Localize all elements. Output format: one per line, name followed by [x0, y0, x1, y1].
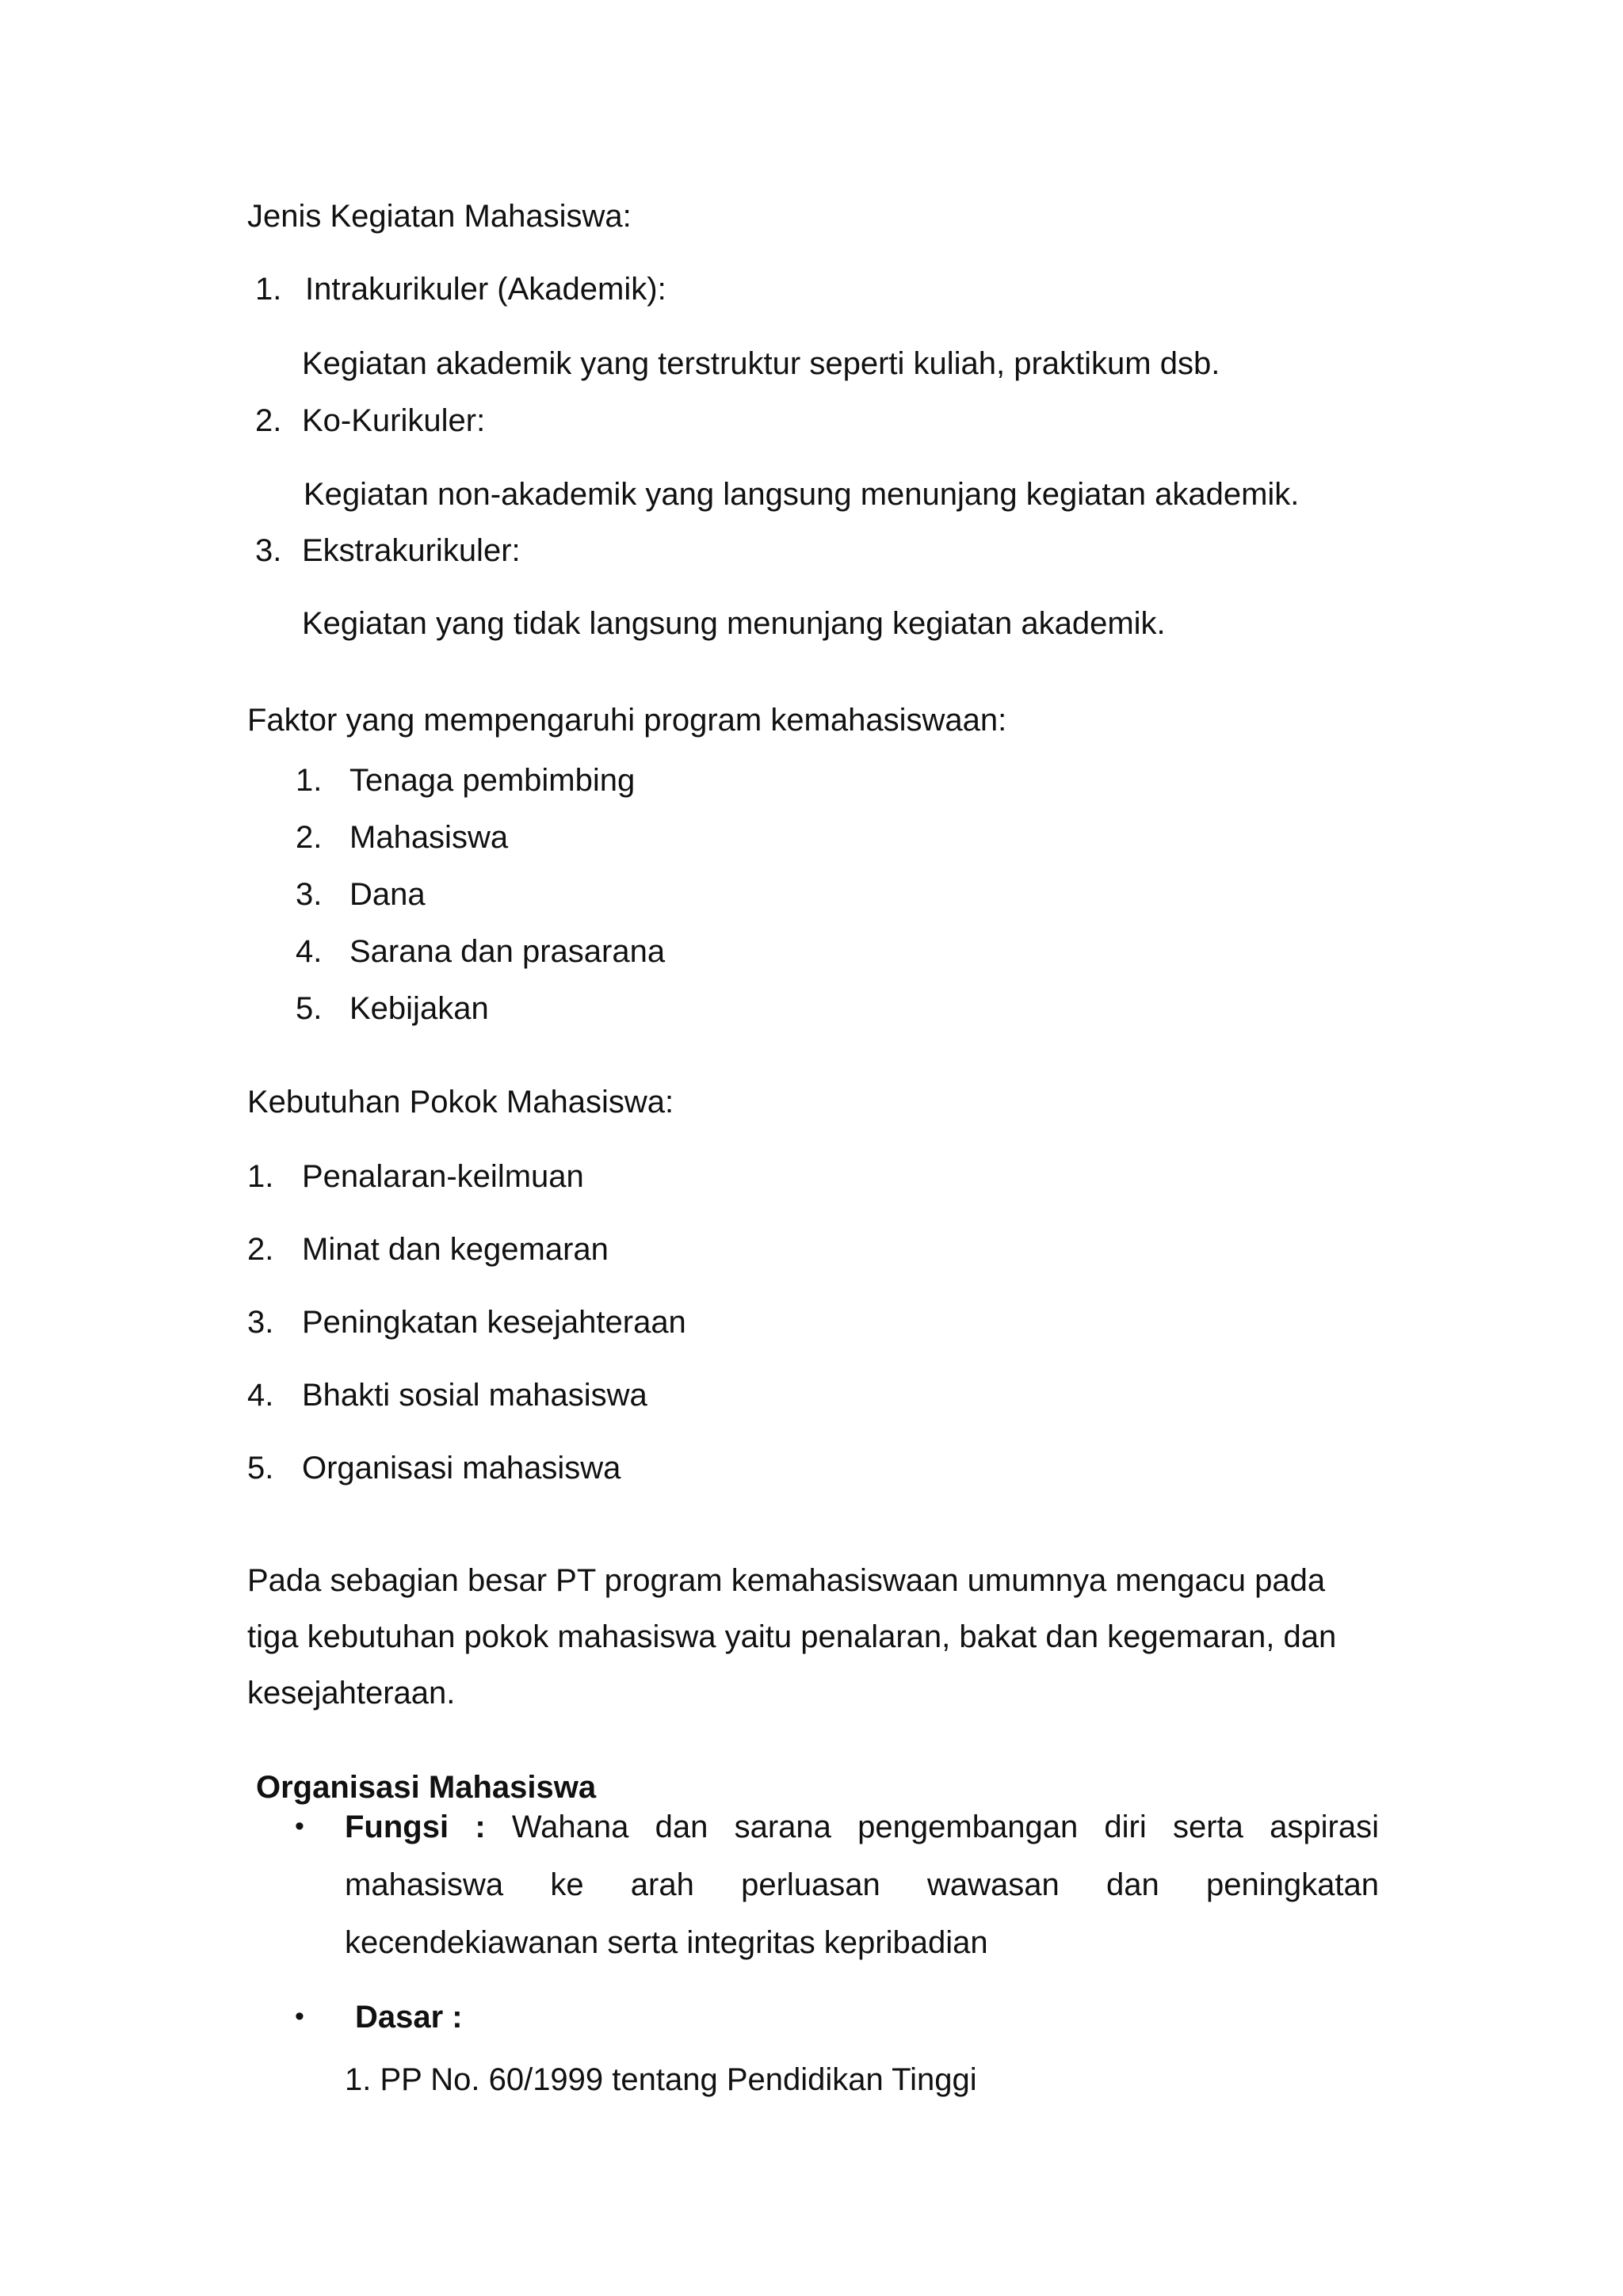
fungsi-line-2: mahasiswa ke arah perluasan wawasan dan peningkatan: [345, 1867, 1379, 1902]
list-item-label: Dana: [349, 877, 426, 912]
list-number: 4.: [247, 1378, 274, 1413]
list-number: 4.: [296, 934, 323, 969]
paragraph-line: tiga kebutuhan pokok mahasiswa yaitu penalaran, bakat dan kegemaran, dan: [247, 1619, 1337, 1654]
section-title-faktor: Faktor yang mempengaruhi program kemahasiswaan:: [247, 703, 1007, 738]
list-number: 2.: [247, 1232, 274, 1267]
list-number: 3.: [247, 1305, 274, 1340]
fungsi-label: Fungsi :: [345, 1810, 486, 1844]
list-item-label: Tenaga pembimbing: [349, 763, 636, 798]
list-item-label: Organisasi mahasiswa: [302, 1451, 621, 1486]
section-title-jenis-kegiatan: Jenis Kegiatan Mahasiswa:: [247, 199, 632, 234]
list-item-label: Mahasiswa: [349, 820, 509, 855]
fungsi-line-3: kecendekiawanan serta integritas kepribadian: [345, 1925, 988, 1960]
section-title-kebutuhan: Kebutuhan Pokok Mahasiswa:: [247, 1085, 674, 1119]
section-title-organisasi: Organisasi Mahasiswa: [256, 1770, 597, 1805]
list-number: 3.: [255, 533, 282, 568]
paragraph-line: kesejahteraan.: [247, 1676, 456, 1711]
paragraph-line: Pada sebagian besar PT program kemahasiswaan umumnya mengacu pada: [247, 1563, 1326, 1598]
list-item-description: Kegiatan non-akademik yang langsung menunjang kegiatan akademik.: [304, 477, 1300, 512]
fungsi-text: Wahana dan sarana pengembangan diri serta aspirasi: [511, 1810, 1379, 1844]
list-number: 2.: [255, 403, 282, 438]
list-item-label: Intrakurikuler (Akademik):: [305, 272, 666, 307]
list-item-label: Minat dan kegemaran: [302, 1232, 609, 1267]
list-item-label: Sarana dan prasarana: [349, 934, 666, 969]
list-item-description: Kegiatan akademik yang terstruktur seperti kuliah, praktikum dsb.: [302, 346, 1220, 381]
list-number: 5.: [296, 991, 323, 1026]
list-item-label: Penalaran-keilmuan: [302, 1159, 584, 1194]
list-item-label: Ekstrakurikuler:: [302, 533, 521, 568]
list-number: 3.: [296, 877, 323, 912]
fungsi-line-1: [345, 1809, 1379, 1845]
bullet-icon: •: [295, 2001, 304, 2031]
list-number: 2.: [296, 820, 323, 855]
list-number: 1.: [255, 272, 282, 307]
list-number: 5.: [247, 1451, 274, 1486]
bullet-icon: •: [295, 1811, 304, 1841]
list-item-label: Ko-Kurikuler:: [302, 403, 486, 438]
list-number: 1.: [247, 1159, 274, 1194]
list-item-label: Kebijakan: [349, 991, 489, 1026]
list-item-label: Bhakti sosial mahasiswa: [302, 1378, 647, 1413]
list-item-label: Peningkatan kesejahteraan: [302, 1305, 686, 1340]
dasar-item: 1. PP No. 60/1999 tentang Pendidikan Tinggi: [345, 2062, 977, 2097]
dasar-label: Dasar :: [355, 2000, 463, 2035]
list-number: 1.: [296, 763, 323, 798]
list-item-description: Kegiatan yang tidak langsung menunjang kegiatan akademik.: [302, 606, 1166, 641]
